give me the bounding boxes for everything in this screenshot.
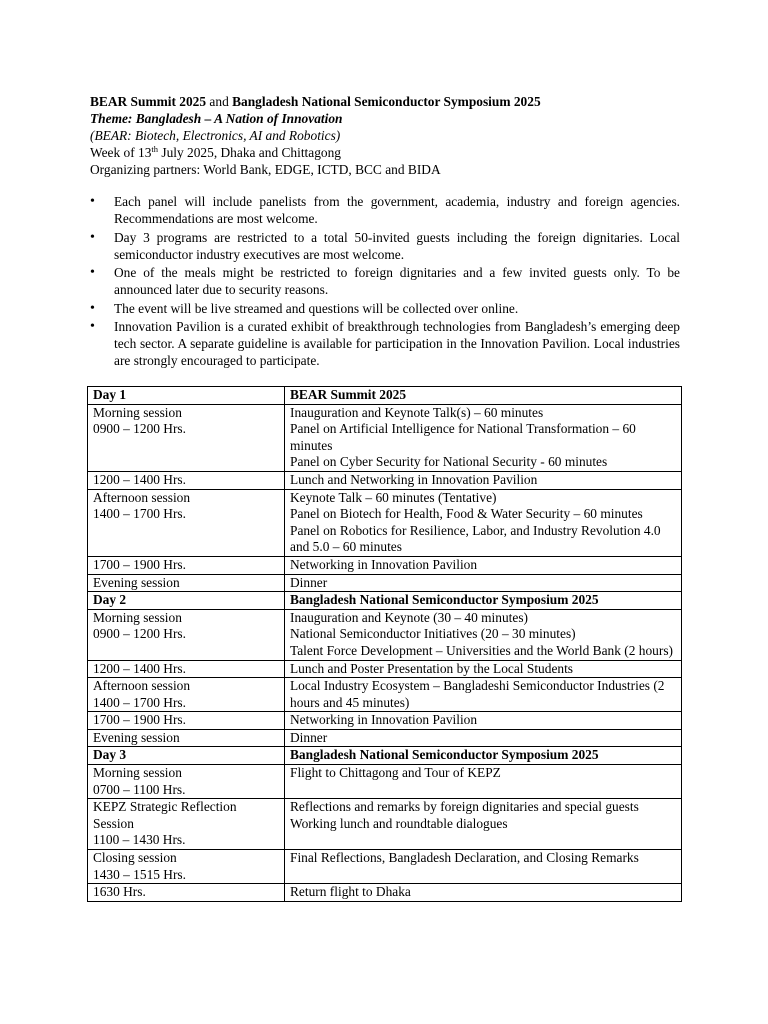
partners-line: Organizing partners: World Bank, EDGE, ICTD, BCC and BIDA [90,162,441,177]
schedule-row [88,729,682,747]
schedule-time-cell [88,592,285,610]
schedule-day-header-row [88,747,682,765]
time-text: 0700 – 1100 Hrs. [93,781,186,797]
activity-text: Talent Force Development – Universities and the World Bank (2 hours) [290,642,673,658]
time-text: 1400 – 1700 Hrs. [93,694,186,710]
week-suffix: July 2025, Dhaka and Chittagong [158,145,341,160]
schedule-activity-cell [285,404,682,471]
activity-text: Bangladesh National Semiconductor Symposium 2025 [290,747,599,763]
time-text: Morning session [93,404,182,420]
schedule-row [88,471,682,489]
week-superscript: th [151,144,159,154]
activity-text: Final Reflections, Bangladesh Declaration, and Closing Remarks [290,850,639,866]
week-prefix: Week of 13 [90,145,152,160]
schedule-activity-cell [285,765,682,799]
time-text: 1430 – 1515 Hrs. [93,866,186,882]
activity-text: Networking in Innovation Pavilion [290,556,478,572]
activity-text: Panel on Biotech for Health, Food & Water Security – 60 minutes [290,506,643,522]
time-text: 1630 Hrs. [93,884,146,900]
schedule-time-cell [88,609,285,660]
schedule-activity-cell [285,712,682,730]
activity-text: Return flight to Dhaka [290,884,411,900]
schedule-day-header-row [88,387,682,405]
schedule-row [88,712,682,730]
time-text: 0900 – 1200 Hrs. [93,421,186,437]
schedule-activity-cell [285,387,682,405]
bullet-item: • One of the meals might be restricted to foreign dignitaries and a few invited guests only. To be announced later due to security reasons. [90,264,680,298]
time-text: Day 1 [93,387,127,402]
schedule-activity-cell [285,489,682,556]
schedule-row [88,404,682,471]
schedule-activity-cell [285,850,682,884]
time-text: 1200 – 1400 Hrs. [93,471,186,487]
schedule-time-cell [88,660,285,678]
schedule-activity-cell [285,884,682,902]
schedule-row [88,765,682,799]
schedule-row [88,574,682,592]
time-text: KEPZ Strategic Reflection Session [93,799,237,831]
theme-line: Theme: Bangladesh – A Nation of Innovation [90,111,343,126]
title-line [90,93,690,110]
schedule-time-cell [88,799,285,850]
activity-text: Inauguration and Keynote (30 – 40 minutes) [290,609,528,625]
activity-text: Reflections and remarks by foreign dignitaries and special guests [290,799,639,815]
activity-text: Dinner [290,729,328,745]
schedule-time-cell [88,574,285,592]
time-text: 1700 – 1900 Hrs. [93,712,186,728]
activity-text: Lunch and Networking in Innovation Pavilion [290,471,538,487]
schedule-time-cell [88,678,285,712]
activity-text: Networking in Innovation Pavilion [290,712,478,728]
schedule-activity-cell [285,660,682,678]
time-text: 1400 – 1700 Hrs. [93,506,186,522]
schedule-day-header-row [88,592,682,610]
activity-text: Lunch and Poster Presentation by the Local Students [290,660,574,676]
schedule-time-cell [88,489,285,556]
title-symposium: Bangladesh National Semiconductor Symposium 2025 [232,94,541,109]
activity-text: Local Industry Ecosystem – Bangladeshi Semiconductor Industries (2 hours and 45 minutes) [290,678,665,710]
schedule-time-cell [88,765,285,799]
schedule-row [88,799,682,850]
schedule-row [88,609,682,660]
schedule-row [88,489,682,556]
schedule-row [88,660,682,678]
time-text: 1200 – 1400 Hrs. [93,660,186,676]
schedule-table-body [88,387,682,902]
time-text: Day 3 [93,747,127,763]
time-text: 0900 – 1200 Hrs. [93,626,186,642]
activity-text: BEAR Summit 2025 [290,387,407,402]
bullet-item: • Day 3 programs are restricted to a total 50-invited guests including the foreign dignitaries. Local semiconductor industry executives are most welcome. [90,229,680,263]
time-text: Closing session [93,850,177,866]
bullet-item: • Innovation Pavilion is a curated exhibit of breakthrough technologies from Bangladesh’s emerging deep tech sector. A separate guideline is available for participation in the Innovation Pavilion. Local industries are strongly encouraged to participate. [90,318,680,369]
bear-expansion-line: (BEAR: Biotech, Electronics, AI and Robotics) [90,128,341,143]
schedule-time-cell [88,387,285,405]
activity-text: Keynote Talk – 60 minutes (Tentative) [290,489,497,505]
schedule-time-cell [88,729,285,747]
schedule-row [88,556,682,574]
time-text: 1100 – 1430 Hrs. [93,832,186,848]
time-text: Afternoon session [93,489,191,505]
schedule-activity-cell [285,678,682,712]
schedule-row [88,678,682,712]
schedule-time-cell [88,556,285,574]
notes-bullet-list [90,193,680,371]
schedule-activity-cell [285,799,682,850]
schedule-row [88,884,682,902]
schedule-time-cell [88,712,285,730]
title-connector: and [206,94,233,109]
bullet-item: • Each panel will include panelists from the government, academia, industry and foreign agencies. Recommendations are most welcome. [90,193,680,227]
schedule-time-cell [88,884,285,902]
activity-text: Dinner [290,574,328,590]
activity-text: Panel on Robotics for Resilience, Labor, and Industry Revolution 4.0 and 5.0 – 60 minutes [290,522,661,555]
activity-text: Panel on Cyber Security for National Security - 60 minutes [290,454,608,470]
activity-text: Flight to Chittagong and Tour of KEPZ [290,765,501,781]
time-text: Evening session [93,574,180,590]
schedule-activity-cell [285,609,682,660]
activity-text: Inauguration and Keynote Talk(s) – 60 minutes [290,404,544,420]
activity-text: Working lunch and roundtable dialogues [290,815,508,831]
activity-text: National Semiconductor Initiatives (20 – 30 minutes) [290,626,576,642]
schedule-time-cell [88,404,285,471]
schedule-time-cell [88,747,285,765]
schedule-row [88,850,682,884]
bullet-item: • The event will be live streamed and questions will be collected over online. [90,300,680,317]
schedule-time-cell [88,471,285,489]
activity-text: Panel on Artificial Intelligence for National Transformation – 60 minutes [290,421,636,453]
schedule-activity-cell [285,592,682,610]
schedule-table [87,386,682,902]
time-text: Afternoon session [93,678,191,694]
schedule-activity-cell [285,556,682,574]
time-text: Day 2 [93,592,127,608]
time-text: Morning session [93,765,182,781]
schedule-activity-cell [285,471,682,489]
activity-text: Bangladesh National Semiconductor Symposium 2025 [290,592,599,608]
schedule-activity-cell [285,729,682,747]
schedule-activity-cell [285,574,682,592]
schedule-time-cell [88,850,285,884]
time-text: 1700 – 1900 Hrs. [93,556,186,572]
week-line [90,144,690,161]
document-header [90,93,690,178]
title-bear-summit: BEAR Summit 2025 [90,94,207,109]
schedule-activity-cell [285,747,682,765]
time-text: Evening session [93,729,180,745]
time-text: Morning session [93,609,182,625]
